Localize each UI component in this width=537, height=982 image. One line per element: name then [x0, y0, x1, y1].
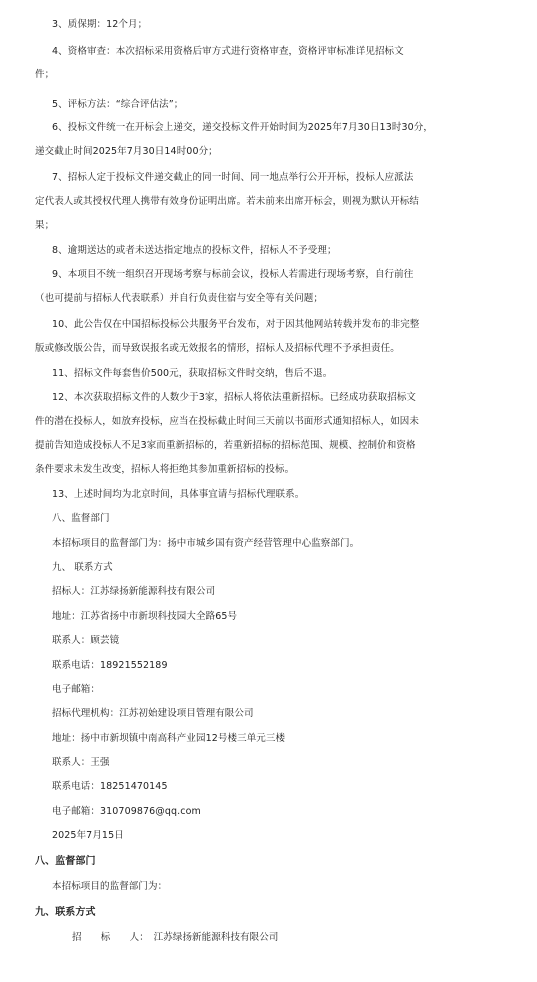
clause-6-submission-cont: 递交截止时间2025年7月30日14时00分；	[35, 146, 218, 157]
agency-email: 电子邮箱：310709876@qq.com	[52, 806, 201, 817]
clause-7-opening-cont2: 果；	[35, 220, 55, 231]
clause-5-evaluation: 5、评标方法：“综合评估法”；	[52, 99, 184, 110]
clause-3-warranty: 3、质保期：12个月；	[52, 19, 148, 30]
clause-4-qualification: 4、资格审查：本次招标采用资格后审方式进行资格审查，资格评审标准详见招标文	[52, 46, 404, 57]
clause-10-publication: 10、此公告仅在中国招标投标公共服务平台发布，对于因其他网站转载并发布的非完整	[52, 319, 420, 330]
notice-date: 2025年7月15日	[52, 830, 124, 841]
tenderer-name: 招标人：江苏绿扬新能源科技有限公司	[52, 586, 216, 597]
section-8-heading: 八、监督部门	[35, 856, 96, 867]
clause-13-time: 13、上述时间均为北京时间，具体事宜请与招标代理联系。	[52, 489, 305, 500]
clause-11-price: 11、招标文件每套售价500元，获取招标文件时交纳，售后不退。	[52, 368, 333, 379]
clause-7-opening-cont: 定代表人或其授权代理人携带有效身份证明出席。若未前来出席开标会，则视为默认开标结	[35, 196, 420, 207]
section-8-heading-inner: 八、监督部门	[52, 513, 110, 524]
clause-12-rebid-cont3: 条件要求未发生改变，招标人将拒绝其参加重新招标的投标。	[35, 464, 295, 475]
supervision-department-blank: 本招标项目的监督部门为：	[52, 881, 168, 892]
agency-name: 招标代理机构：江苏初始建设项目管理有限公司	[52, 708, 254, 719]
clause-8-late: 8、逾期送达的或者未送达指定地点的投标文件，招标人不予受理；	[52, 245, 337, 256]
clause-10-publication-cont: 版或修改版公告，而导致误报名或无效报名的情形，招标人及招标代理不予承担责任。	[35, 343, 400, 354]
section-9-heading-inner: 九、 联系方式	[52, 562, 113, 573]
tenderer-phone: 联系电话：18921552189	[52, 660, 168, 671]
agency-address: 地址：扬中市新坝镇中南高科产业园12号楼三单元三楼	[52, 733, 286, 744]
agency-phone: 联系电话：18251470145	[52, 781, 168, 792]
clause-7-opening: 7、招标人定于投标文件递交截止的同一时间、同一地点举行公开开标，投标人应派法	[52, 172, 414, 183]
tenderer-contact: 联系人：顾芸镜	[52, 635, 120, 646]
clause-4-qualification-cont: 件；	[35, 69, 55, 80]
section-9-heading: 九、联系方式	[35, 907, 96, 918]
clause-9-site-visit: 9、本项目不统一组织召开现场考察与标前会议，投标人若需进行现场考察，自行前往	[52, 269, 414, 280]
clause-12-rebid-cont2: 提前告知造成投标人不足3家而重新招标的，若重新招标的招标范围、规模、控制价和资格	[35, 440, 416, 451]
tenderer-name-spaced: 招 标 人： 江苏绿扬新能源科技有限公司	[72, 932, 279, 943]
tenderer-email: 电子邮箱：	[52, 684, 101, 695]
supervision-department: 本招标项目的监督部门为：扬中市城乡国有资产经营管理中心监察部门。	[52, 538, 360, 549]
clause-9-site-visit-cont: （也可提前与招标人代表联系）并自行负责住宿与安全等有关问题；	[35, 293, 324, 304]
clause-12-rebid: 12、本次获取招标文件的人数少于3家，招标人将依法重新招标。已经成功获取招标文	[52, 392, 417, 403]
clause-6-submission: 6、投标文件统一在开标会上递交，递交投标文件开始时间为2025年7月30日13时30分，	[52, 122, 433, 133]
tenderer-address: 地址：江苏省扬中市新坝科技园大全路65号	[52, 611, 238, 622]
clause-12-rebid-cont: 件的潜在投标人，如放弃投标，应当在投标截止时间三天前以书面形式通知招标人，如因未	[35, 416, 420, 427]
agency-contact: 联系人：王强	[52, 757, 110, 768]
